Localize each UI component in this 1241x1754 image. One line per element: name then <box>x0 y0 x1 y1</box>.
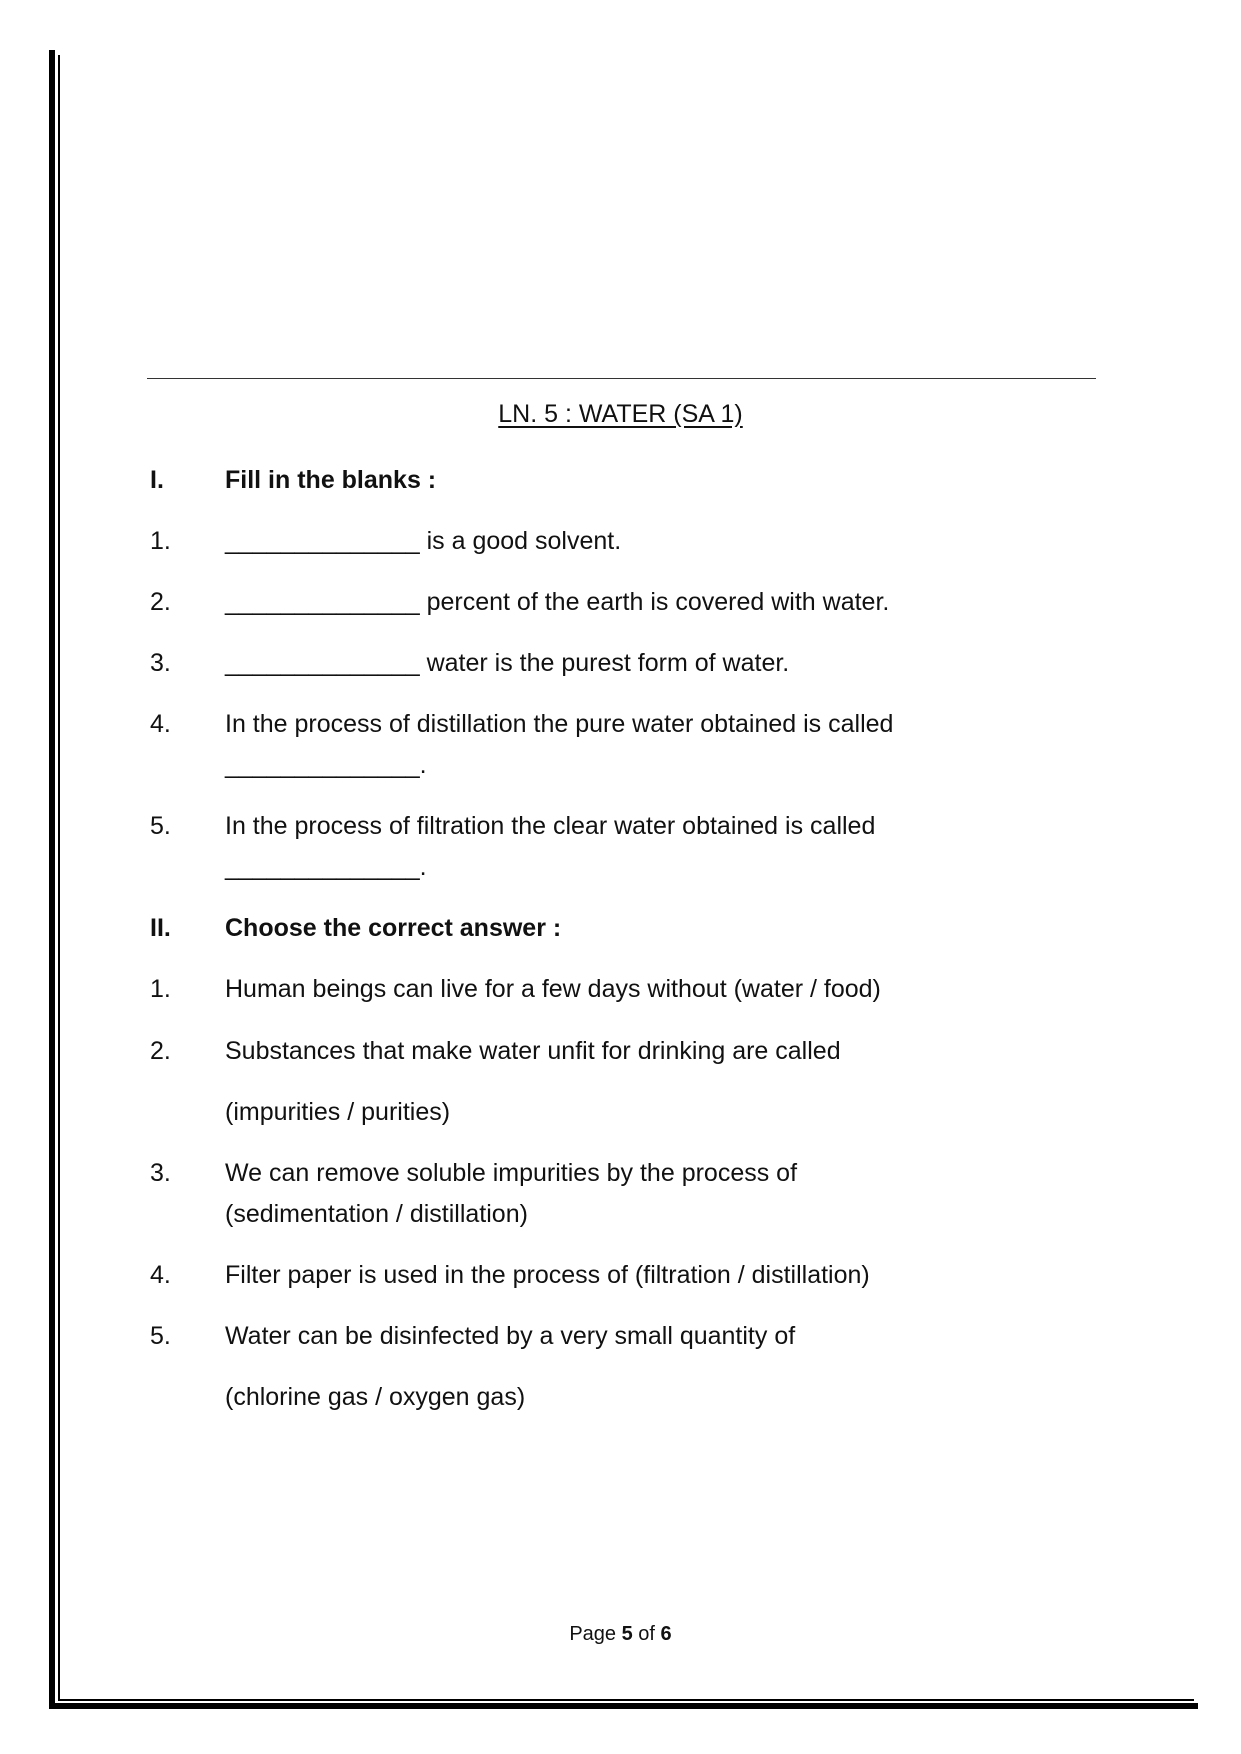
question-number: 1. <box>150 975 171 1003</box>
question-text: Substances that make water unfit for drinking are called <box>225 1037 841 1065</box>
question-options: (chlorine gas / oxygen gas) <box>225 1383 526 1411</box>
question-text: Filter paper is used in the process of (filtration / distillation) <box>225 1261 870 1289</box>
section-2-number: II. <box>150 914 171 942</box>
question-number: 5. <box>150 1322 171 1350</box>
section-1-heading: Fill in the blanks : <box>225 466 437 494</box>
page-border-left <box>49 50 55 1709</box>
section-1-number: I. <box>150 466 164 494</box>
question-number: 4. <box>150 710 171 738</box>
question-options: (impurities / purities) <box>225 1098 451 1126</box>
question-text: Human beings can live for a few days without (water / food) <box>225 975 881 1003</box>
page-title: LN. 5 : WATER (SA 1) <box>498 400 743 428</box>
page-border-bottom-inner <box>58 1699 1194 1701</box>
question-text-continuation: ______________. <box>225 853 427 881</box>
question-text: ______________ is a good solvent. <box>225 527 622 555</box>
question-number: 3. <box>150 649 171 677</box>
question-number: 5. <box>150 812 171 840</box>
question-text: ______________ percent of the earth is covered with water. <box>225 588 890 616</box>
question-text: In the process of distillation the pure water obtained is called <box>225 710 894 738</box>
question-text: ______________ water is the purest form of water. <box>225 649 790 677</box>
page-of-label: of <box>638 1623 655 1645</box>
question-number: 4. <box>150 1261 171 1289</box>
question-number: 3. <box>150 1159 171 1187</box>
page-label: Page <box>569 1623 617 1645</box>
question-number: 1. <box>150 527 171 555</box>
question-text-continuation: ______________. <box>225 751 427 779</box>
question-number: 2. <box>150 1037 171 1065</box>
total-pages: 6 <box>660 1623 672 1645</box>
page-border-left-inner <box>58 55 60 1701</box>
question-text: We can remove soluble impurities by the process of <box>225 1159 798 1187</box>
question-options: (sedimentation / distillation) <box>225 1200 528 1228</box>
current-page: 5 <box>621 1623 633 1645</box>
page-border-bottom <box>49 1703 1198 1709</box>
horizontal-rule <box>147 378 1096 379</box>
section-2-heading: Choose the correct answer : <box>225 914 562 942</box>
question-text: Water can be disinfected by a very small quantity of <box>225 1322 796 1350</box>
page-number-footer <box>0 1623 1241 1646</box>
question-text: In the process of filtration the clear water obtained is called <box>225 812 876 840</box>
question-number: 2. <box>150 588 171 616</box>
